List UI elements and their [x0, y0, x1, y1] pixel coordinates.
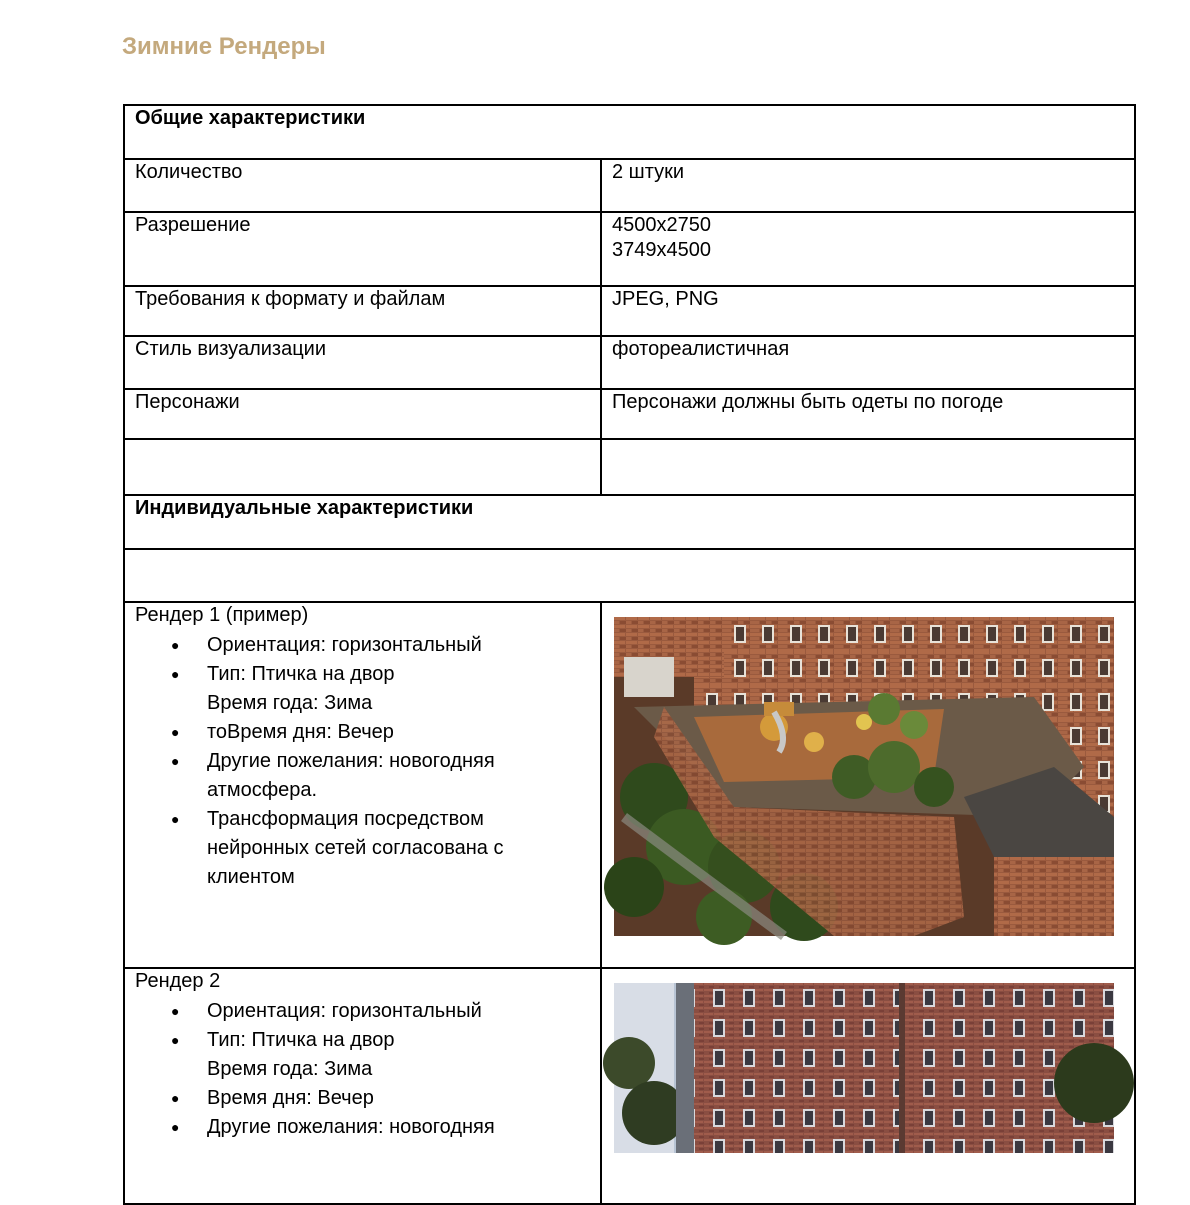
empty-row [124, 439, 1135, 495]
empty-row [124, 549, 1135, 602]
general-header: Общие характеристики [124, 105, 1135, 159]
individual-header: Индивидуальные характеристики [124, 495, 1135, 549]
document-title: Зимние Рендеры [122, 33, 326, 60]
list-item: ● Время дня: Вечер [135, 1084, 590, 1113]
row-value-characters: Персонажи должны быть одеты по погоде [601, 389, 1135, 439]
render-bullet-list [135, 997, 590, 1142]
row-value-quantity: 2 штуки [601, 159, 1135, 212]
row-value-resolution [601, 212, 1135, 286]
row-label-style: Стиль визуализации [124, 336, 601, 389]
list-item: ● Ориентация: горизонтальный [135, 997, 590, 1026]
row-label-characters: Персонажи [124, 389, 601, 439]
brick-facade-render-photo [614, 983, 1114, 1153]
render-description [124, 968, 601, 1204]
resolution-line: 4500x2750 [612, 214, 711, 236]
aerial-courtyard-render-photo [614, 617, 1114, 936]
list-item: Время года: Зима [207, 692, 373, 714]
list-item: ● Другие пожелания: новогодняя атмосфера. [135, 747, 590, 805]
table-row [124, 159, 1135, 212]
individual-header-row [124, 495, 1135, 549]
list-item: ● Другие пожелания: новогодняя [135, 1113, 590, 1142]
render-name: Рендер 2 [135, 970, 221, 992]
empty-cell [124, 439, 601, 495]
list-item: ● Тип: Птичка на двор [135, 1026, 590, 1055]
row-label-quantity: Количество [124, 159, 601, 212]
render-image-cell [601, 968, 1135, 1204]
general-header-row [124, 105, 1135, 159]
render-description [124, 602, 601, 968]
render-row [124, 968, 1135, 1204]
render-image-cell [601, 602, 1135, 968]
table-row [124, 286, 1135, 336]
table-row [124, 336, 1135, 389]
row-value-format: JPEG, PNG [601, 286, 1135, 336]
list-item: Время года: Зима [207, 1058, 373, 1080]
list-item: ● Тип: Птичка на двор [135, 660, 590, 689]
empty-cell [601, 439, 1135, 495]
row-value-style: фотореалистичная [601, 336, 1135, 389]
list-item: ● Ориентация: горизонтальный [135, 631, 590, 660]
row-label-resolution: Разрешение [124, 212, 601, 286]
list-item: ● Трансформация посредством нейронных сетей согласована с клиентом [135, 805, 590, 892]
list-item: ● тоВремя дня: Вечер [135, 718, 590, 747]
render-bullet-list [135, 631, 590, 892]
render-row [124, 602, 1135, 968]
spec-table [123, 104, 1136, 1205]
empty-cell [124, 549, 1135, 602]
row-label-format: Требования к формату и файлам [124, 286, 601, 336]
resolution-line: 3749x4500 [612, 239, 711, 261]
table-row [124, 389, 1135, 439]
render-name: Рендер 1 (пример) [135, 604, 309, 626]
table-row [124, 212, 1135, 286]
